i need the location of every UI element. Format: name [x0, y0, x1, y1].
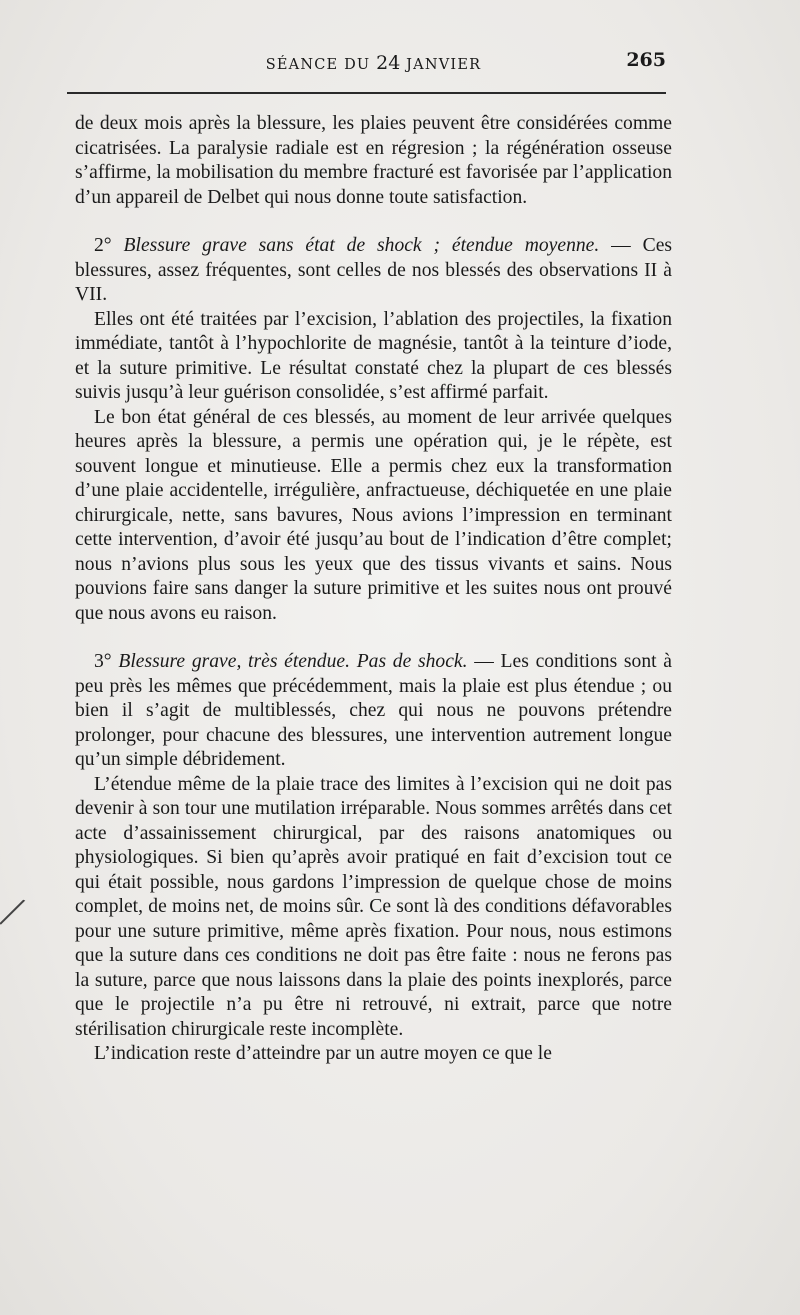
- paragraph-5: [75, 650, 672, 773]
- paragraph-2: [75, 234, 672, 308]
- section-rubric-3: Blessure grave, très étendue. Pas de shock.: [118, 651, 468, 672]
- paragraph-7: L’indication reste d’atteindre par un autre moyen ce que le: [94, 1043, 552, 1064]
- section-number-2: 2°: [94, 235, 112, 256]
- running-head: [75, 52, 672, 74]
- paragraph-1: de deux mois après la blessure, les plaies peuvent être considérées comme cicatrisées. La paralysie radiale est en régresion ; la régénération osseuse s’affirme, la mobilisation du membre fracturé est favorisée par l’application d’un appareil de Delbet qui nous donne toute satisfaction.: [75, 113, 672, 208]
- paragraph-5-text: — Les conditions sont à peu près les mêmes que précédemment, mais la plaie est plus étendue ; ou bien il s’agit de multiblessés, chez qui nous ne pouvons prétendre prolonger, pour chacune des blessures, une intervention autrement longue qu’un simple débridement.: [75, 651, 672, 770]
- running-head-month: JANVIER: [406, 57, 482, 73]
- running-head-day: 24: [376, 52, 401, 74]
- paragraph-6: L’étendue même de la plaie trace des limites à l’excision qui ne doit pas devenir à son tour une mutilation irréparable. Nous sommes arrêtés dans cet acte d’assainissement chirurgical, par des raisons anatomiques ou physiologiques. Si bien qu’après avoir pratiqué en fait d’excision tout ce qui était possible, nous gardons l’impression de quelque chose de moins complet, de moins net, de moins sûr. Ce sont là des conditions défavorables pour une suture primitive, même après fixation. Pour nous, nous estimons que la suture dans ces conditions ne doit pas être faite : nous ne ferons pas la suture, parce que nous laissons dans la plaie des points inexplorés, parce que le projectile n’a pu être ni retrouvé, ni extrait, parce que notre stérilisation chirurgicale reste incomplète.: [75, 773, 672, 1040]
- paragraph-4: Le bon état général de ces blessés, au moment de leur arrivée quelques heures après la blessure, a permis une opération qui, je le répète, est souvent longue et minutieuse. Elle a permis chez eux la transformation d’une plaie accidentelle, irrégulière, anfractueuse, déchiquetée en une plaie chirurgicale, nette, sans bavures, Nous avions l’impression en terminant cette intervention, d’avoir été jusqu’au bout de l’indication d’être complet; nous n’avions plus sous les yeux que des tissus vivants et sains. Nous pouvions faire sans danger la suture primitive et les suites nous ont prouvé que nous avons eu raison.: [75, 406, 672, 624]
- body-text: [75, 112, 672, 1067]
- paragraph-2-text: — Ces blessures, assez fréquentes, sont celles de nos blessés des observations II à VII.: [75, 235, 673, 305]
- page-number: 265: [626, 49, 666, 71]
- header-rule: [67, 92, 666, 94]
- paragraph-3: Elles ont été traitées par l’excision, l’ablation des projectiles, la fixation immédiate, tantôt à l’hypochlorite de magnésie, tantôt à la teinture d’iode, et la suture primitive. Le résultat constaté chez la plupart de ces blessés suivis jusqu’à leur guérison consolidée, s’est affirmé parfait.: [75, 308, 672, 403]
- section-rubric-2: Blessure grave sans état de shock ; étendue moyenne.: [123, 235, 600, 256]
- page-header: [75, 48, 672, 78]
- margin-pencil-mark: ╱: [0, 896, 24, 930]
- running-head-prefix: SÉANCE DU: [265, 57, 371, 73]
- section-number-3: 3°: [94, 651, 112, 672]
